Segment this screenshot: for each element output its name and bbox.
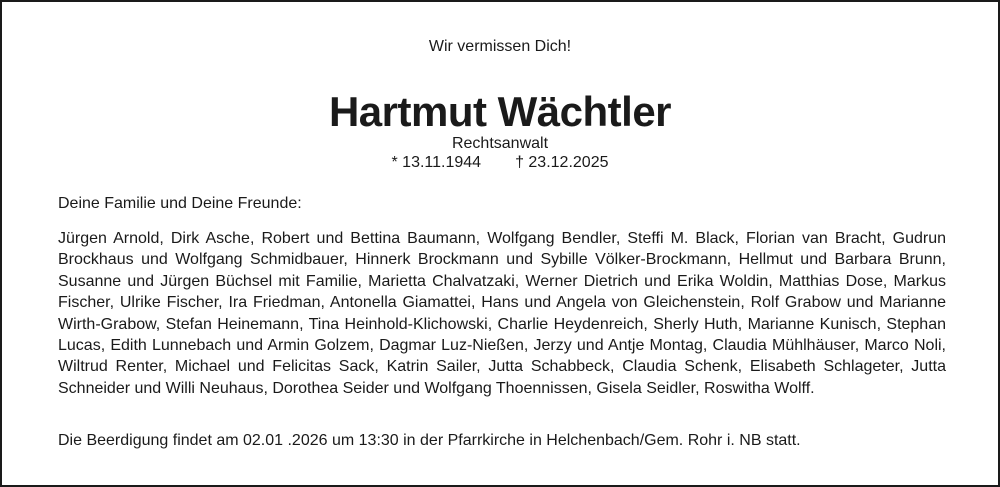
motto-text: Wir vermissen Dich! xyxy=(428,38,572,55)
mourners-intro: Deine Familie und Deine Freunde: xyxy=(58,195,302,212)
deceased-name: Hartmut Wächtler xyxy=(328,88,672,135)
birth-date: * 13.11.1944 xyxy=(391,154,482,171)
funeral-info: Die Beerdigung findet am 02.01 .2026 um 13:30 in der Pfarrkirche in Helchenbach/Gem. Rohr i. NB statt. xyxy=(58,432,801,449)
mourners-list: Jürgen Arnold, Dirk Asche, Robert und Bettina Baumann, Wolfgang Bendler, Steffi M. Black, Florian van Bracht, Gudrun Brockhaus und Wolfgang Schmidbauer, Hinnerk Brockmann und Sybille Völker-Brockmann, Hellmut und Barbara Brunn, Susanne und Jürgen Büchsel mit Familie, Marietta Chalvatzaki, Werner Dietrich und Erika Woldin, Matthias Dose, Markus Fischer, Ulrike Fischer, Ira Friedman, Antonella Giamattei, Hans und Angela von Gleichenstein, Rolf Grabow und Marianne Wirth-Grabow, Stefan Heinemann, Tina Heinhold-Klichowski, Charlie Heydenreich, Sherly Huth, Marianne Kunisch, Stephan Lucas, Edith Lunnebach und Armin Golzem, Dagmar Luz-Nießen, Jerzy und Antje Montag, Claudia Mühlhäuser, Marco Noli, Wiltrud Renter, Michael und Felicitas Sack, Katrin Sailer, Jutta Schabbeck, Claudia Schenk, Elisabeth Schlageter, Jutta Schneider und Willi Neuhaus, Dorothea Seider und Wolfgang Thoennissen, Gisela Seidler, Roswitha Wolff. xyxy=(58,230,946,397)
profession-text: Rechtsanwalt xyxy=(451,135,549,152)
life-dates xyxy=(2,154,998,172)
death-date: † 23.12.2025 xyxy=(515,154,609,171)
